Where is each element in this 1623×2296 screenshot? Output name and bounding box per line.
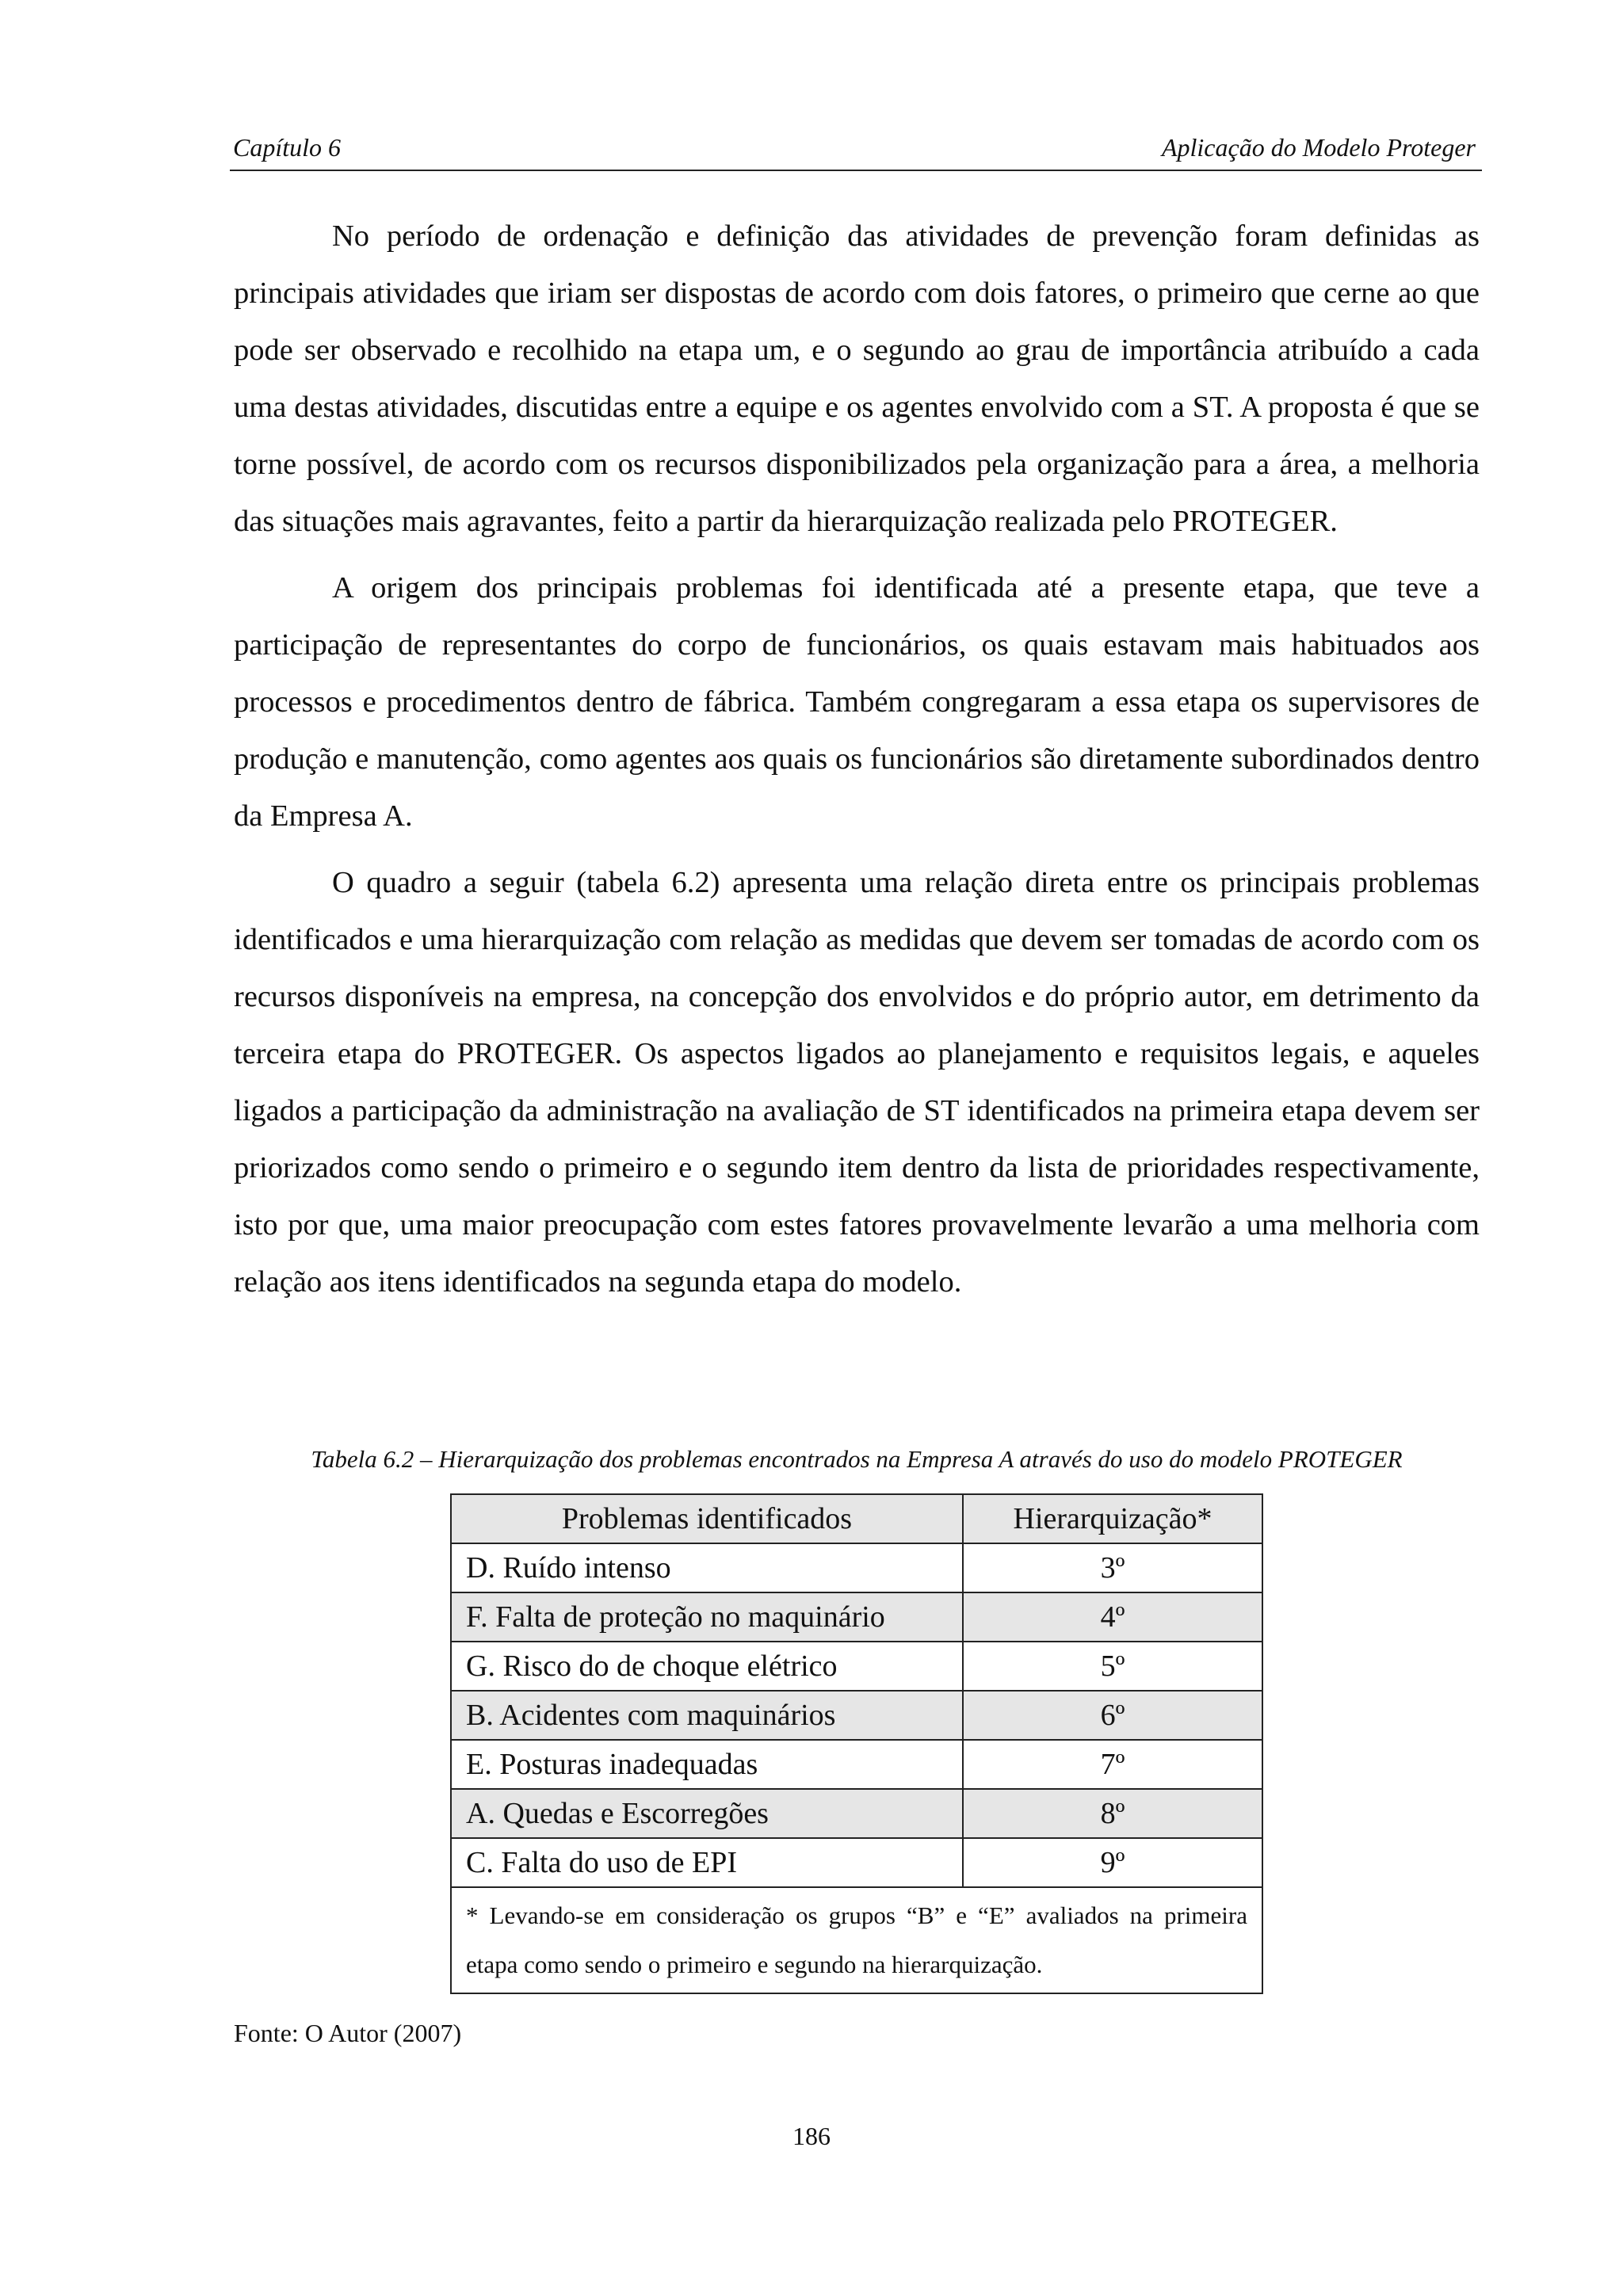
page-number: 186 — [792, 2122, 831, 2150]
table-row — [451, 1691, 1262, 1740]
problem-cell: D. Ruído intenso — [451, 1543, 963, 1592]
table-source: Fonte: O Autor (2007) — [234, 2019, 462, 2047]
problem-cell: G. Risco do de choque elétrico — [451, 1642, 963, 1691]
table-footnote: * Levando-se em consideração os grupos “B” e “E” avaliados na primeira etapa como sendo o primeiro e segundo na hierarquização. — [451, 1887, 1262, 1993]
table-row — [451, 1592, 1262, 1642]
rank-cell: 7º — [963, 1740, 1262, 1789]
table-header-row — [451, 1494, 1262, 1543]
table-row — [451, 1838, 1262, 1887]
hierarchy-table — [450, 1493, 1263, 1994]
rank-cell: 6º — [963, 1691, 1262, 1740]
rank-cell: 9º — [963, 1838, 1262, 1887]
problem-cell: F. Falta de proteção no maquinário — [451, 1592, 963, 1642]
problem-cell: A. Quedas e Escorregões — [451, 1789, 963, 1838]
problem-cell: C. Falta do uso de EPI — [451, 1838, 963, 1887]
table-note-row — [451, 1887, 1262, 1993]
paragraph: A origem dos principais problemas foi identificada até a presente etapa, que teve a participação de representantes do corpo de funcionários, os quais estavam mais habituados aos processos e procedimentos dentro de fábrica. Também congregaram a essa etapa os supervisores de produção e manutenção, como agentes aos quais os funcionários são diretamente subordinados dentro da Empresa A. — [234, 571, 1480, 833]
table-row — [451, 1642, 1262, 1691]
section-title: Aplicação do Modelo Proteger — [1161, 133, 1476, 162]
rank-cell: 5º — [963, 1642, 1262, 1691]
paragraph: No período de ordenação e definição das atividades de prevenção foram definidas as principais atividades que iriam ser dispostas de acordo com dois fatores, o primeiro que cerne ao que pode ser observado e recolhido na etapa um, e o segundo ao grau de importância atribuído a cada uma destas atividades, discutidas entre a equipe e os agentes envolvido com a ST. A proposta é que se torne possível, de acordo com os recursos disponibilizados pela organização para a área, a melhoria das situações mais agravantes, feito a partir da hierarquização realizada pelo PROTEGER. — [234, 219, 1480, 538]
problem-cell: E. Posturas inadequadas — [451, 1740, 963, 1789]
problem-cell: B. Acidentes com maquinários — [451, 1691, 963, 1740]
table-caption: Tabela 6.2 – Hierarquização dos problemas encontrados na Empresa A através do uso do modelo PROTEGER — [311, 1445, 1403, 1473]
body-text — [234, 208, 1480, 1320]
rank-cell: 8º — [963, 1789, 1262, 1838]
running-header — [230, 132, 1482, 171]
column-header-ranking: Hierarquização* — [963, 1494, 1262, 1543]
table-row — [451, 1789, 1262, 1838]
column-header-problems: Problemas identificados — [451, 1494, 963, 1543]
paragraph: O quadro a seguir (tabela 6.2) apresenta uma relação direta entre os principais problemas identificados e uma hierarquização com relação as medidas que devem ser tomadas de acordo com os recursos disponíveis na empresa, na concepção dos envolvidos e do próprio autor, em detrimento da terceira etapa do PROTEGER. Os aspectos ligados ao planejamento e requisitos legais, e aqueles ligados a participação da administração na avaliação de ST identificados na primeira etapa devem ser priorizados como sendo o primeiro e o segundo item dentro da lista de prioridades respectivamente, isto por que, uma maior preocupação com estes fatores provavelmente levarão a uma melhoria com relação aos itens identificados na segunda etapa do modelo. — [234, 866, 1480, 1299]
table-row — [451, 1740, 1262, 1789]
rank-cell: 4º — [963, 1592, 1262, 1642]
table-row — [451, 1543, 1262, 1592]
chapter-label: Capítulo 6 — [233, 133, 342, 162]
rank-cell: 3º — [963, 1543, 1262, 1592]
